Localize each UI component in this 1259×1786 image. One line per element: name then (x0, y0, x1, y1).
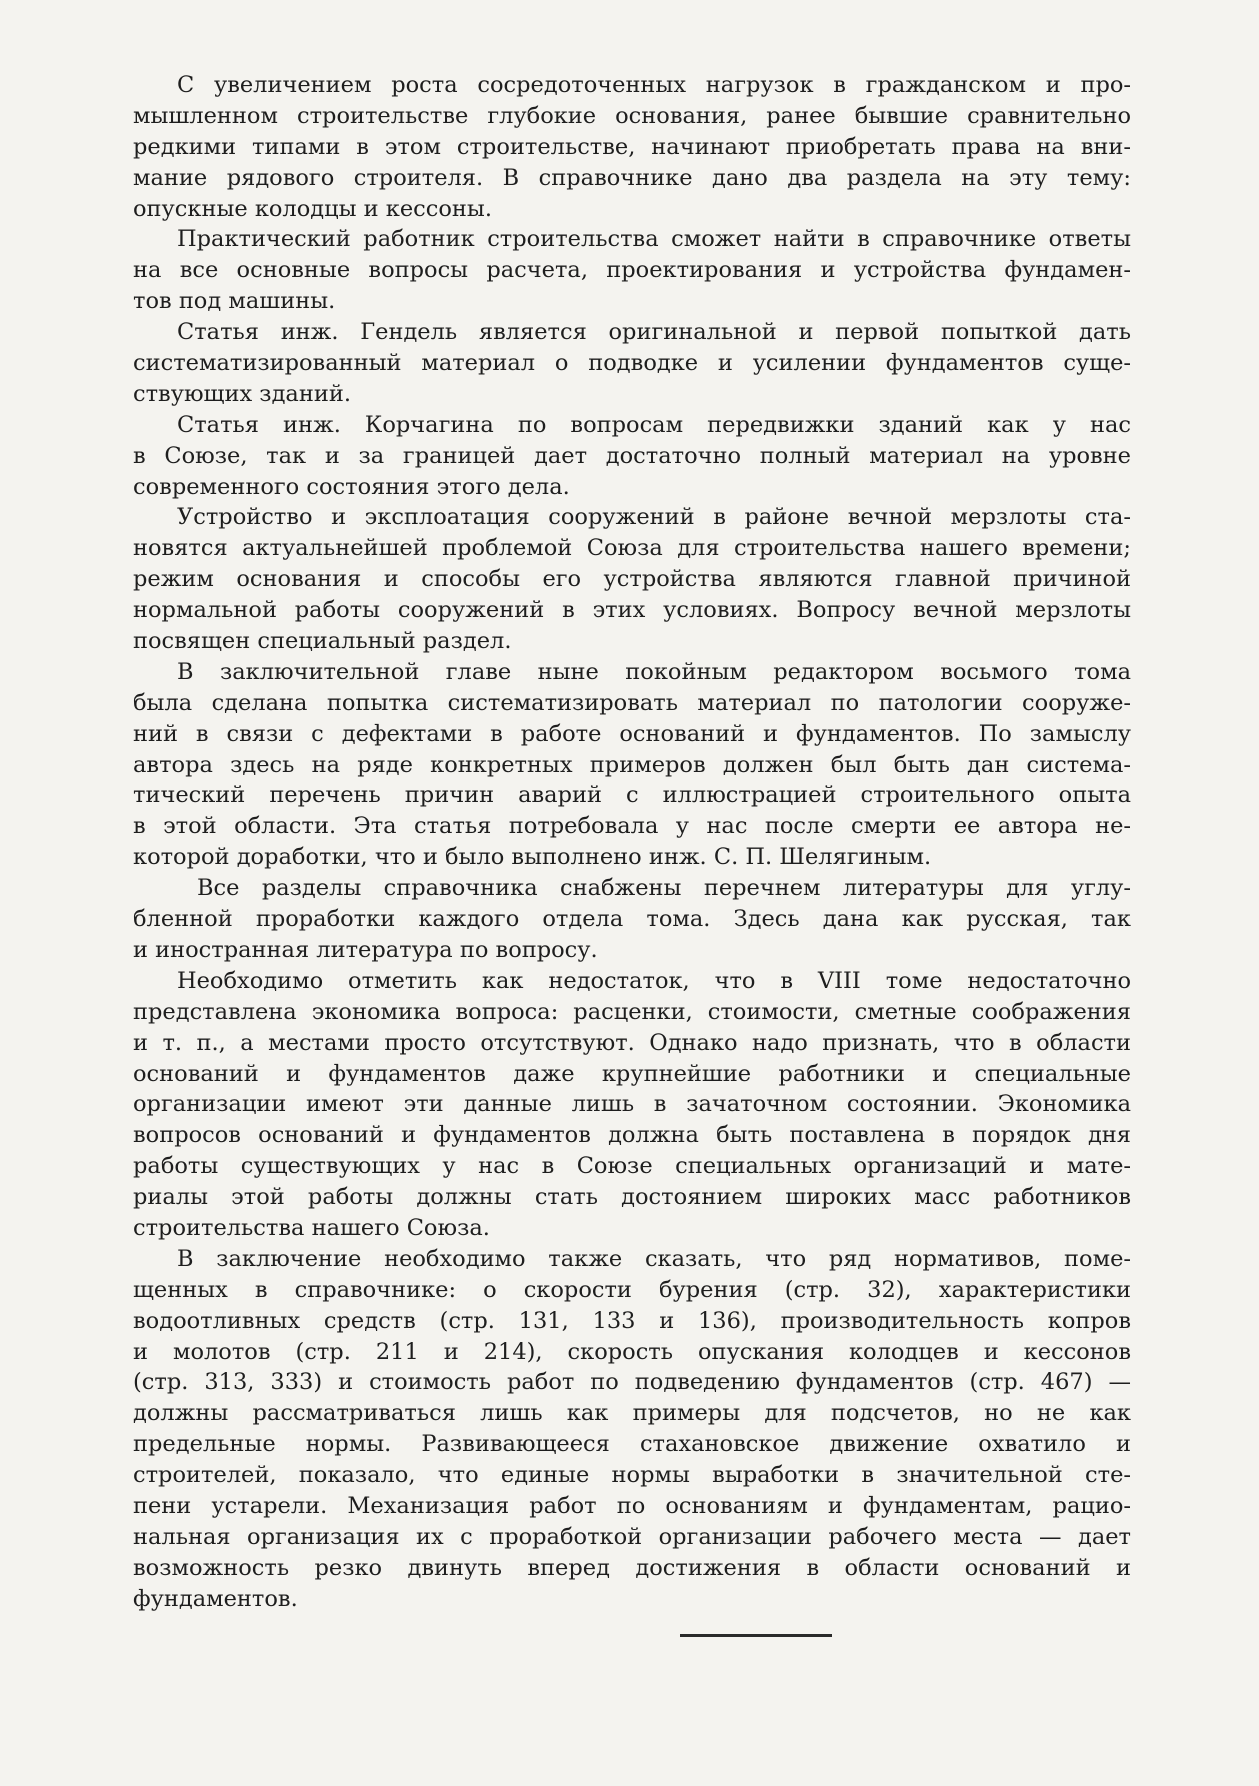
text-line: оснований и фундаментов даже крупнейшие работники и специальные (133, 1060, 1131, 1087)
paragraph (133, 224, 1131, 317)
text-line: режим основания и способы его устройства являются главной причиной (133, 566, 1131, 593)
text-line: нальная организация их с проработкой организации рабочего места — дает (133, 1523, 1131, 1550)
text-line: водоотливных средств (стр. 131, 133 и 136), производительность копров (133, 1307, 1131, 1334)
text-line: которой доработки, что и было выполнено инж. С. П. Шелягиным. (133, 844, 932, 871)
text-line: мание рядового строителя. В справочнике дано два раздела на эту тему: (133, 164, 1131, 191)
paragraph (133, 410, 1131, 503)
text-line: должны рассматриваться лишь как примеры для подсчетов, но не как (133, 1400, 1131, 1427)
text-line: В заключительной главе ныне покойным редактором восьмого тома (177, 658, 1131, 685)
text-line: в Союзе, так и за границей дает достаточно полный материал на уровне (133, 442, 1131, 469)
body-text (133, 70, 1131, 1615)
text-line: и молотов (стр. 211 и 214), скорость опускания колодцев и кессонов (133, 1338, 1131, 1365)
text-line: бленной проработки каждого отдела тома. Здесь дана как русская, так (133, 906, 1131, 933)
text-line: автора здесь на ряде конкретных примеров должен был быть дан система- (133, 751, 1131, 778)
text-line: на все основные вопросы расчета, проектирования и устройства фундамен- (133, 257, 1131, 284)
text-line: редкими типами в этом строительстве, начинают приобретать права на вни- (133, 133, 1131, 160)
text-line: Практический работник строительства сможет найти в справочнике ответы (177, 226, 1131, 253)
text-line: в этой области. Эта статья потребовала у нас после смерти ее автора не- (133, 813, 1131, 840)
text-line: посвящен специальный раздел. (133, 628, 512, 655)
text-line: представлена экономика вопроса: расценки, стоимости, сметные соображения (133, 998, 1131, 1025)
text-line: Статья инж. Корчагина по вопросам передвижки зданий как у нас (177, 411, 1131, 438)
text-line: тов под машины. (133, 288, 336, 315)
text-line: была сделана попытка систематизировать материал по патологии сооруже- (133, 689, 1131, 716)
text-line: щенных в справочнике: о скорости бурения (стр. 32), характеристики (133, 1276, 1131, 1303)
text-line: В заключение необходимо также сказать, что ряд нормативов, поме- (177, 1245, 1131, 1272)
text-line: Устройство и эксплоатация сооружений в районе вечной мерзлоты ста- (177, 504, 1131, 531)
text-line: пени устарели. Механизация работ по основаниям и фундаментам, рацио- (133, 1492, 1131, 1519)
text-line: Статья инж. Гендель является оригинальной и первой попыткой дать (177, 319, 1131, 346)
text-line: систематизированный материал о подводке и усилении фундаментов суще- (133, 350, 1131, 377)
paragraph (133, 873, 1131, 966)
text-line: и т. п., а местами просто отсутствуют. Однако надо признать, что в области (133, 1029, 1131, 1056)
paragraph (133, 502, 1131, 656)
text-line: строительства нашего Союза. (133, 1214, 490, 1241)
paragraph (133, 657, 1131, 873)
section-divider (680, 1634, 832, 1637)
text-line: ствующих зданий. (133, 380, 351, 407)
text-line: работы существующих у нас в Союзе специальных организаций и мате- (133, 1153, 1131, 1180)
text-line: возможность резко двинуть вперед достижения в области оснований и (133, 1554, 1131, 1581)
text-line: современного состояния этого дела. (133, 473, 570, 500)
text-line: предельные нормы. Развивающееся стахановское движение охватило и (133, 1431, 1131, 1458)
text-line: риалы этой работы должны стать достоянием широких масс работников (133, 1184, 1131, 1211)
text-line: фундаментов. (133, 1585, 298, 1612)
text-line: вопросов оснований и фундаментов должна быть поставлена в порядок дня (133, 1122, 1131, 1149)
text-line: (стр. 313, 333) и стоимость работ по подведению фундаментов (стр. 467) — (133, 1369, 1131, 1396)
text-line: мышленном строительстве глубокие основания, ранее бывшие сравнительно (133, 102, 1131, 129)
paragraph (133, 1244, 1131, 1615)
paragraph (133, 317, 1131, 410)
paragraph (133, 966, 1131, 1244)
text-line: организации имеют эти данные лишь в зачаточном состоянии. Экономика (133, 1091, 1131, 1118)
paragraph (133, 70, 1131, 224)
text-line: тический перечень причин аварий с иллюстрацией строительного опыта (133, 782, 1131, 809)
text-line: новятся актуальнейшей проблемой Союза для строительства нашего времени; (133, 535, 1131, 562)
text-line: Все разделы справочника снабжены перечнем литературы для углу- (197, 875, 1131, 902)
text-line: С увеличением роста сосредоточенных нагрузок в гражданском и про- (177, 72, 1131, 98)
text-line: строителей, показало, что единые нормы выработки в значительной сте- (133, 1462, 1131, 1489)
text-line: и иностранная литература по вопросу. (133, 936, 598, 963)
text-line: Необходимо отметить как недостаток, что в VIII томе недостаточно (177, 967, 1131, 994)
text-line: опускные колодцы и кессоны. (133, 195, 492, 222)
text-line: нормальной работы сооружений в этих условиях. Вопросу вечной мерзлоты (133, 597, 1131, 624)
text-line: ний в связи с дефектами в работе оснований и фундаментов. По замыслу (133, 720, 1131, 747)
